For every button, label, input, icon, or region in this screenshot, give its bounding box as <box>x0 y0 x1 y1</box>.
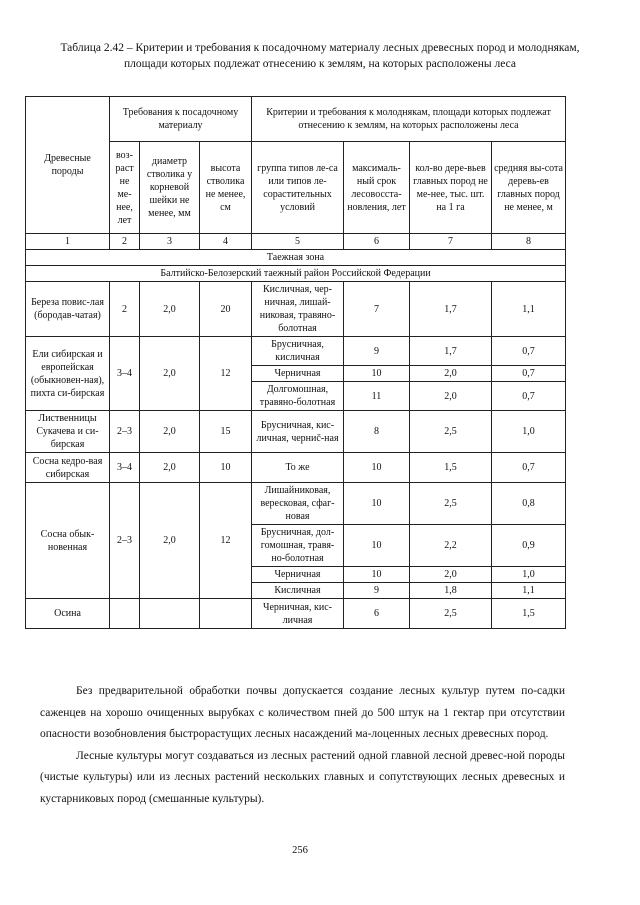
avg-height-cell: 1,0 <box>492 567 566 583</box>
species-name: Береза повис-лая (бородав-чатая) <box>26 282 110 337</box>
col-number: 6 <box>344 234 410 250</box>
diameter-cell <box>140 599 200 629</box>
forest-type-cell: Черничная, кис-личная <box>252 599 344 629</box>
height-cell: 12 <box>200 337 252 411</box>
table-row <box>26 337 566 366</box>
term-cell: 9 <box>344 583 410 599</box>
diameter-cell: 2,0 <box>140 453 200 483</box>
count-cell: 2,5 <box>410 599 492 629</box>
term-cell: 10 <box>344 366 410 382</box>
count-cell: 1,5 <box>410 453 492 483</box>
term-cell: 7 <box>344 282 410 337</box>
header-term: максималь-ный срок лесовосста-новления, лет <box>344 142 410 234</box>
region-row: Балтийско-Белозерский таежный район Российской Федерации <box>26 266 566 282</box>
count-cell: 2,5 <box>410 483 492 525</box>
count-cell: 2,0 <box>410 382 492 411</box>
table-row <box>26 483 566 525</box>
diameter-cell: 2,0 <box>140 411 200 453</box>
term-cell: 11 <box>344 382 410 411</box>
criteria-table <box>25 96 566 629</box>
forest-type-cell: Брусничная, дол-гомошная, травя-но-болотная <box>252 525 344 567</box>
col-number: 1 <box>26 234 110 250</box>
term-cell: 9 <box>344 337 410 366</box>
avg-height-cell: 0,7 <box>492 366 566 382</box>
header-height: высота стволика не менее, см <box>200 142 252 234</box>
avg-height-cell: 1,5 <box>492 599 566 629</box>
species-name: Ели сибирская и европейская (обыкновен-ная), пихта си-бирская <box>26 337 110 411</box>
forest-type-cell: Долгомошная, травяно-болотная <box>252 382 344 411</box>
term-cell: 6 <box>344 599 410 629</box>
avg-height-cell: 0,7 <box>492 453 566 483</box>
forest-type-cell: Черничная <box>252 366 344 382</box>
header-planting-material: Требования к посадочному материалу <box>110 97 252 142</box>
height-cell: 20 <box>200 282 252 337</box>
count-cell: 2,2 <box>410 525 492 567</box>
forest-type-cell: Черничная <box>252 567 344 583</box>
count-cell: 1,8 <box>410 583 492 599</box>
height-cell: 15 <box>200 411 252 453</box>
age-cell <box>110 599 140 629</box>
page-number: 256 <box>292 845 308 856</box>
age-cell: 2–3 <box>110 483 140 599</box>
term-cell: 8 <box>344 411 410 453</box>
col-number: 8 <box>492 234 566 250</box>
height-cell: 12 <box>200 483 252 599</box>
body-text <box>40 681 565 810</box>
term-cell: 10 <box>344 483 410 525</box>
avg-height-cell: 1,0 <box>492 411 566 453</box>
col-number: 3 <box>140 234 200 250</box>
table-row <box>26 411 566 453</box>
avg-height-cell: 0,7 <box>492 382 566 411</box>
count-cell: 1,7 <box>410 337 492 366</box>
avg-height-cell: 0,8 <box>492 483 566 525</box>
age-cell: 3–4 <box>110 337 140 411</box>
col-number: 2 <box>110 234 140 250</box>
header-forest-type: группа типов ле-са или типов ле-сорастительных условий <box>252 142 344 234</box>
avg-height-cell: 1,1 <box>492 583 566 599</box>
paragraph: Без предварительной обработки почвы допускается создание лесных культур путем по-садки саженцев на хорошо очищенных вырубках с количеством пней до 500 штук на 1 гектар при отсутствии опасности возобновления быстрорастущих лесных насаждений ма-лоценных лесных древесных пород. <box>40 685 565 740</box>
age-cell: 2–3 <box>110 411 140 453</box>
table-row <box>26 599 566 629</box>
term-cell: 10 <box>344 567 410 583</box>
header-species: Древесные породы <box>26 97 110 234</box>
header-avg-height: средняя вы-сота деревь-ев главных пород не менее, м <box>492 142 566 234</box>
forest-type-cell: То же <box>252 453 344 483</box>
zone-row: Таежная зона <box>26 250 566 266</box>
species-name: Сосна обык-новенная <box>26 483 110 599</box>
avg-height-cell: 0,7 <box>492 337 566 366</box>
diameter-cell: 2,0 <box>140 337 200 411</box>
species-name: Сосна кедро-вая сибирская <box>26 453 110 483</box>
height-cell <box>200 599 252 629</box>
header-count: кол-во дере-вьев главных пород не ме-нее, тыс. шт. на 1 га <box>410 142 492 234</box>
species-name: Лиственницы Сукачева и си-бирская <box>26 411 110 453</box>
count-cell: 1,7 <box>410 282 492 337</box>
forest-type-cell: Брусничная, кисличная <box>252 337 344 366</box>
count-cell: 2,5 <box>410 411 492 453</box>
forest-type-cell: Брусничная, кис-личная, черниč-ная <box>252 411 344 453</box>
count-cell: 2,0 <box>410 567 492 583</box>
col-number: 4 <box>200 234 252 250</box>
header-diameter: диаметр стволика у корневой шейки не менее, мм <box>140 142 200 234</box>
table-caption: Таблица 2.42 – Критерии и требования к посадочному материалу лесных древесных пород и молоднякам, площади которых подлежат отнесению к землям, на которых расположены леса <box>60 42 580 70</box>
column-number-row <box>26 234 566 250</box>
forest-type-cell: Кисличная, чер-ничная, лишай-никовая, травяно-болотная <box>252 282 344 337</box>
count-cell: 2,0 <box>410 366 492 382</box>
avg-height-cell: 1,1 <box>492 282 566 337</box>
forest-type-cell: Кисличная <box>252 583 344 599</box>
term-cell: 10 <box>344 525 410 567</box>
header-young-stands: Критерии и требования к молоднякам, площади которых подлежат отнесению к землям, на которых расположены леса <box>252 97 566 142</box>
term-cell: 10 <box>344 453 410 483</box>
col-number: 5 <box>252 234 344 250</box>
header-age: воз-раст не ме-нее, лет <box>110 142 140 234</box>
forest-type-cell: Лишайниковая, вересковая, сфаг-новая <box>252 483 344 525</box>
avg-height-cell: 0,9 <box>492 525 566 567</box>
paragraph: Лесные культуры могут создаваться из лесных растений одной главной лесной древес-ной породы (чистые культуры) или из лесных растений нескольких главных и сопутствующих лесных древесных и кустарниковых пород (смешанные культуры). <box>40 749 565 805</box>
age-cell: 3–4 <box>110 453 140 483</box>
diameter-cell: 2,0 <box>140 483 200 599</box>
age-cell: 2 <box>110 282 140 337</box>
diameter-cell: 2,0 <box>140 282 200 337</box>
species-name: Осина <box>26 599 110 629</box>
height-cell: 10 <box>200 453 252 483</box>
table-row <box>26 282 566 337</box>
col-number: 7 <box>410 234 492 250</box>
table-row <box>26 453 566 483</box>
